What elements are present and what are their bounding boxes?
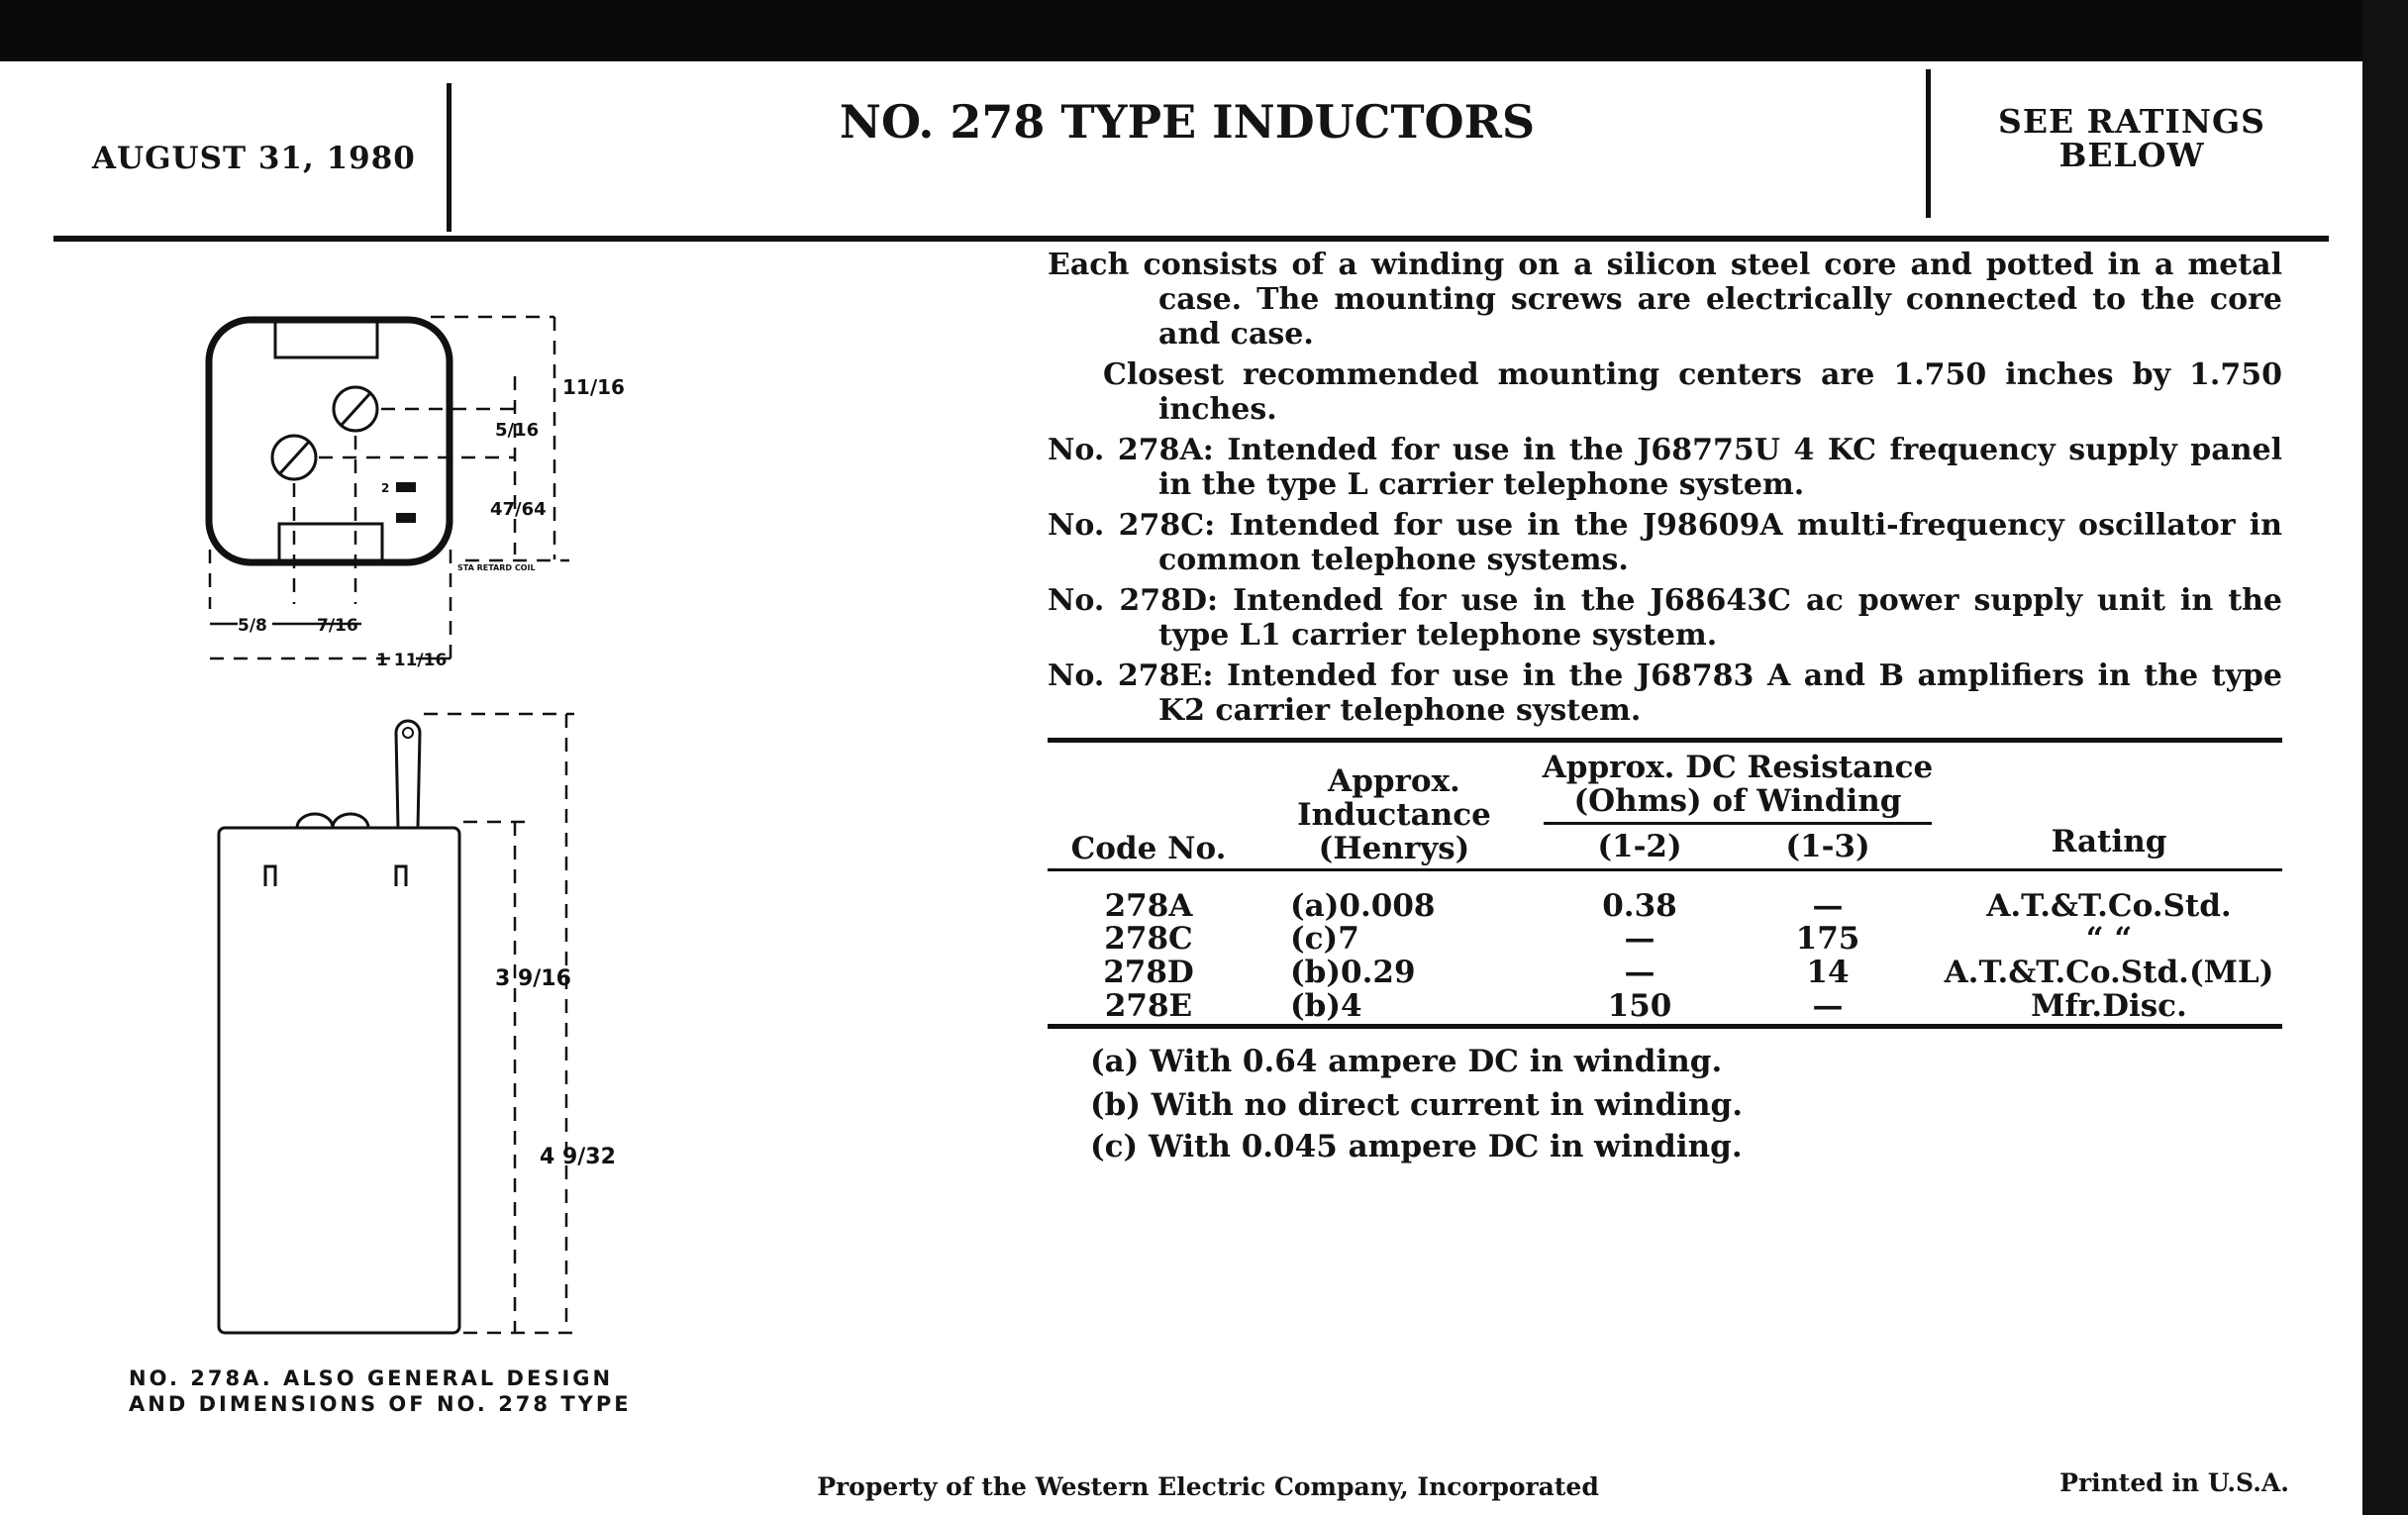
header-text: Approx. bbox=[1328, 763, 1460, 799]
header-text: Approx. DC Resistance bbox=[1542, 750, 1934, 785]
cell-r12: 150 bbox=[1607, 988, 1672, 1024]
cell-rating: A.T.&T.Co.Std.(ML) bbox=[1944, 955, 2274, 990]
header-text: (Ohms) of Winding bbox=[1573, 783, 1902, 819]
dimension-lines bbox=[210, 317, 569, 663]
cell-r12: 0.38 bbox=[1602, 888, 1677, 924]
header-text: Inductance bbox=[1297, 797, 1491, 833]
cell-r13: — bbox=[1812, 888, 1844, 924]
table-note: (c) With 0.045 ampere DC in winding. bbox=[1090, 1129, 1743, 1164]
bottom-note: STA RETARD COIL bbox=[457, 563, 536, 572]
description-paragraph: Closest recommended mounting centers are 1.750 inches by 1.750 inches. bbox=[1103, 357, 2282, 427]
mounting-tab bbox=[275, 320, 377, 357]
terminal-2 bbox=[396, 513, 416, 523]
cell-code: 278C bbox=[1104, 921, 1193, 957]
page-title: NO. 278 TYPE INDUCTORS bbox=[839, 95, 1536, 149]
cell-code: 278D bbox=[1103, 955, 1194, 990]
lug-hole bbox=[403, 728, 413, 738]
cell-r12: — bbox=[1624, 921, 1656, 957]
date: AUGUST 31, 1980 bbox=[92, 141, 416, 176]
description-paragraph: No. 278A: Intended for use in the J68775U 4 KC frequency supply panel in the type L carrier telephone system. bbox=[1048, 433, 2282, 502]
cell-code: 278E bbox=[1104, 988, 1193, 1024]
top-view bbox=[209, 317, 625, 670]
cell-rating: A.T.&T.Co.Std. bbox=[1986, 888, 2232, 924]
dim-case-height: 3 9/16 bbox=[495, 966, 571, 991]
cell-r13: 14 bbox=[1806, 955, 1850, 990]
cell-code: 278A bbox=[1104, 888, 1193, 924]
side-view bbox=[219, 714, 616, 1333]
cell-inductance: (b)0.29 bbox=[1290, 955, 1416, 990]
cell-r12: — bbox=[1624, 955, 1656, 990]
figure-caption-line1: NO. 278A. ALSO GENERAL DESIGN bbox=[129, 1366, 614, 1390]
figure-caption-line2: AND DIMENSIONS OF NO. 278 TYPE bbox=[129, 1392, 632, 1416]
dim-top-height: 11/16 bbox=[562, 375, 625, 399]
screw-hole-icon bbox=[334, 387, 377, 431]
header-rating: Rating bbox=[2051, 824, 2167, 859]
table-note: (b) With no direct current in winding. bbox=[1090, 1087, 1744, 1123]
terminal-1 bbox=[396, 482, 416, 492]
dim-total-height: 4 9/32 bbox=[540, 1145, 616, 1169]
slots bbox=[265, 866, 406, 886]
cell-r13: 175 bbox=[1795, 921, 1860, 957]
dimension-lines bbox=[424, 714, 579, 1333]
footer-printed: Printed in U.S.A. bbox=[2059, 1468, 2289, 1497]
cell-inductance: (a)0.008 bbox=[1290, 888, 1436, 924]
description-paragraph: No. 278C: Intended for use in the J98609A multi-frequency oscillator in common telephone systems. bbox=[1048, 508, 2282, 577]
dim-hole-spacing-v: 5/16 bbox=[495, 420, 540, 441]
description-paragraph: No. 278E: Intended for use in the J68783 A and B amplifiers in the type K2 carrier telephone system. bbox=[1048, 658, 2282, 728]
dim-left: 5/8 bbox=[238, 616, 267, 636]
dim-hole-spacing-h: 7/16 bbox=[317, 616, 358, 636]
terminal-mark: 2 bbox=[381, 481, 390, 495]
header-text: (Henrys) bbox=[1318, 831, 1470, 866]
footer-property: Property of the Western Electric Company, Incorporated bbox=[817, 1472, 1599, 1501]
screw-heads bbox=[297, 814, 368, 828]
ratings-line1: SEE RATINGS bbox=[1997, 102, 2266, 141]
cell-rating: “ “ bbox=[2085, 921, 2133, 957]
header-code: Code No. bbox=[1070, 831, 1227, 866]
description-paragraph: Each consists of a winding on a silicon steel core and potted in a metal case. The mounting screws are electrically connected to the core and case. bbox=[1048, 248, 2282, 352]
cell-rating: Mfr.Disc. bbox=[2031, 988, 2187, 1024]
cell-inductance: (c)7 bbox=[1290, 921, 1359, 957]
case-side-outline bbox=[219, 828, 459, 1333]
header-r12: (1-2) bbox=[1597, 829, 1682, 864]
cell-r13: — bbox=[1812, 988, 1844, 1024]
description-paragraph: No. 278D: Intended for use in the J68643C ac power supply unit in the type L1 carrier telephone system. bbox=[1048, 583, 2282, 653]
header-r13: (1-3) bbox=[1785, 829, 1870, 864]
screw-hole-icon bbox=[272, 436, 316, 479]
dim-lower: 47/64 bbox=[490, 499, 547, 520]
table-note: (a) With 0.64 ampere DC in winding. bbox=[1090, 1044, 1723, 1079]
dim-width: 1 11/16 bbox=[376, 651, 448, 670]
ratings-line2: BELOW bbox=[2058, 136, 2205, 174]
cell-inductance: (b)4 bbox=[1290, 988, 1362, 1024]
